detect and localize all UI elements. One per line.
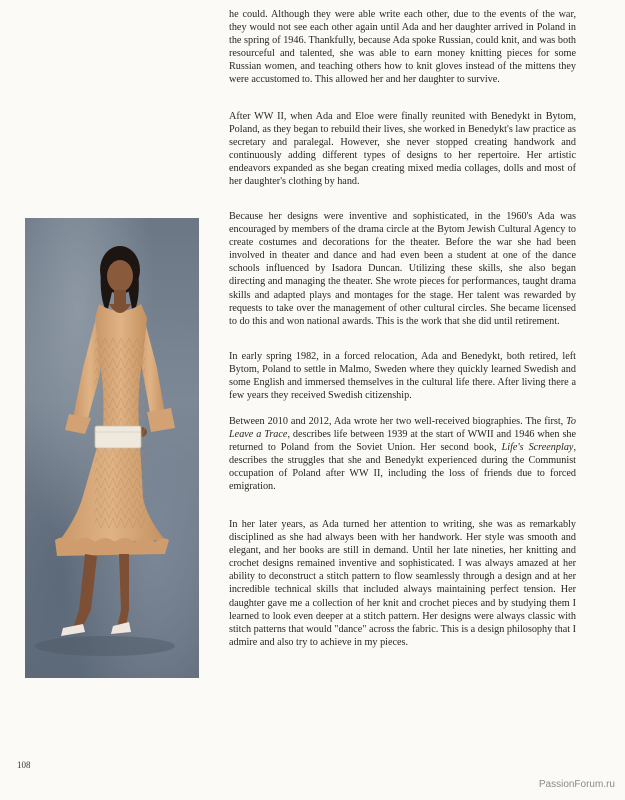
line: Russian women, and teaching others how to knit gloves instead of the mittens they [229, 61, 576, 73]
line: and managing the theater. She wrote pieces for performances, taught drama skills [229, 276, 576, 301]
paragraph-3 [229, 210, 576, 328]
line: classic with stitch patterns that would "dance" across the fabric. This is a design [229, 610, 576, 635]
line: and adapted plays and montages for the stage. Her talent was rewarded by requests [229, 289, 576, 314]
line: describes the struggles that she and Benedykt experienced during the Communist [229, 455, 576, 467]
line: Because her designs were inventive and sophisticated, in the 1960's Ada was [229, 211, 576, 222]
line: schools influenced by Isadora Duncan. Utilizing these skills, she also began directing [229, 263, 576, 288]
page-number: 108 [17, 760, 31, 770]
line: some English and immersed themselves in the cultural life there. After living there a [229, 377, 576, 389]
paragraph-4 [229, 350, 576, 402]
line: at her incredible technical skills that included always maintaining perfect tension. [229, 571, 576, 596]
line: philosophy that I admire and also try to achieve in my pieces. [229, 623, 576, 648]
paragraph-1 [229, 8, 576, 87]
line: few years they received Swedish citizenship. [229, 390, 412, 402]
paragraph-2 [229, 110, 576, 189]
line: involved in theater and dance and had even been a student at one of the dance [229, 250, 576, 262]
paragraph-6 [229, 518, 576, 649]
line: endeavors expanded as she began creating mixed media collages, dolls and most of [229, 163, 576, 175]
paragraph-6-text [229, 518, 576, 649]
line: they would not see each other again until Ada and her daughter arrived in Poland [229, 22, 566, 34]
line: were accustomed to. This allowed her and her daughter to survive. [229, 74, 500, 86]
line: occupation of Poland after WW II, including the loss of friends due to forced [229, 468, 576, 480]
line: this and won national awards. This is the work that she did until retirement. [252, 315, 560, 327]
line: in the spring of 1946. Thankfully, because Ada spoke Russian, could knit, and was [229, 22, 576, 47]
paragraph-3-text [229, 210, 576, 328]
line: To Leave a Trace, describes life between 1939 at the start of WWII and 1946 when [229, 416, 576, 441]
model-photo [25, 218, 199, 678]
line: encouraged by members of the drama circle at the Bytom Jewish Cultural Agency [229, 224, 566, 236]
line: as secretary and paralegal. However, she never stopped creating handwork and [229, 124, 577, 149]
line: her ability to deconstruct a stitch pattern to flow seamlessly through a design and [229, 558, 576, 583]
line: Poland, as they began to rebuild their lives, she worked in Benedykt's law practice [229, 124, 565, 136]
line: both resourceful and talented, she was able to earn money knitting pieces for some [229, 35, 577, 60]
line: elegant, and her books are still in demand. Until her late nineties, her knitting and [229, 545, 576, 557]
line: crochet designs remained inventive and sophisticated. I was always amazed at [229, 558, 560, 570]
line: to take over the management of other cultural circles. She became licensed to do [229, 302, 576, 327]
line: continuously adding different types of designs to her repertoire. Her artistic [229, 150, 576, 162]
paragraph-5 [229, 415, 576, 494]
line: Bytom, Poland to settle in Malmo, Sweden where they quickly learned Swedish and [229, 364, 576, 376]
line: Between 2010 and 2012, Ada wrote her two well-received biographies. The first, [229, 416, 564, 427]
line: he could. Although they were able write each other, due to the events of the war, [229, 9, 576, 20]
line: In her later years, as Ada turned her attention to writing, she was as remarkably [229, 519, 576, 530]
line: Her daughter gave me a collection of her knit and crochet pieces and by studying [229, 584, 576, 609]
line: to create costumes and decorations for the theater. Before the war she had been [229, 224, 577, 249]
line: disciplined as she had always been with her handwork. Her style was smooth and [229, 532, 576, 544]
paragraph-4-text [229, 350, 576, 402]
line: her daughter's clothing by hand. [229, 176, 360, 188]
watermark: PassionForum.ru [538, 779, 615, 790]
model-illustration [25, 218, 199, 678]
paragraph-2-text [229, 110, 576, 189]
line: After WW II, when Ada and Eloe were finally reunited with Benedykt in Bytom, [229, 111, 576, 122]
line: emigration. [229, 481, 276, 493]
paragraph-5-text [229, 415, 576, 494]
line: In early spring 1982, in a forced relocation, Ada and Benedykt, both retired, left [229, 351, 576, 362]
line: she returned to Poland from the Soviet Union. Her second book, Life's Screenplay, [229, 429, 577, 454]
paragraph-1-text [229, 8, 576, 87]
line: them I learned to look even deeper at a stitch pattern. Her designs were always [229, 597, 577, 622]
